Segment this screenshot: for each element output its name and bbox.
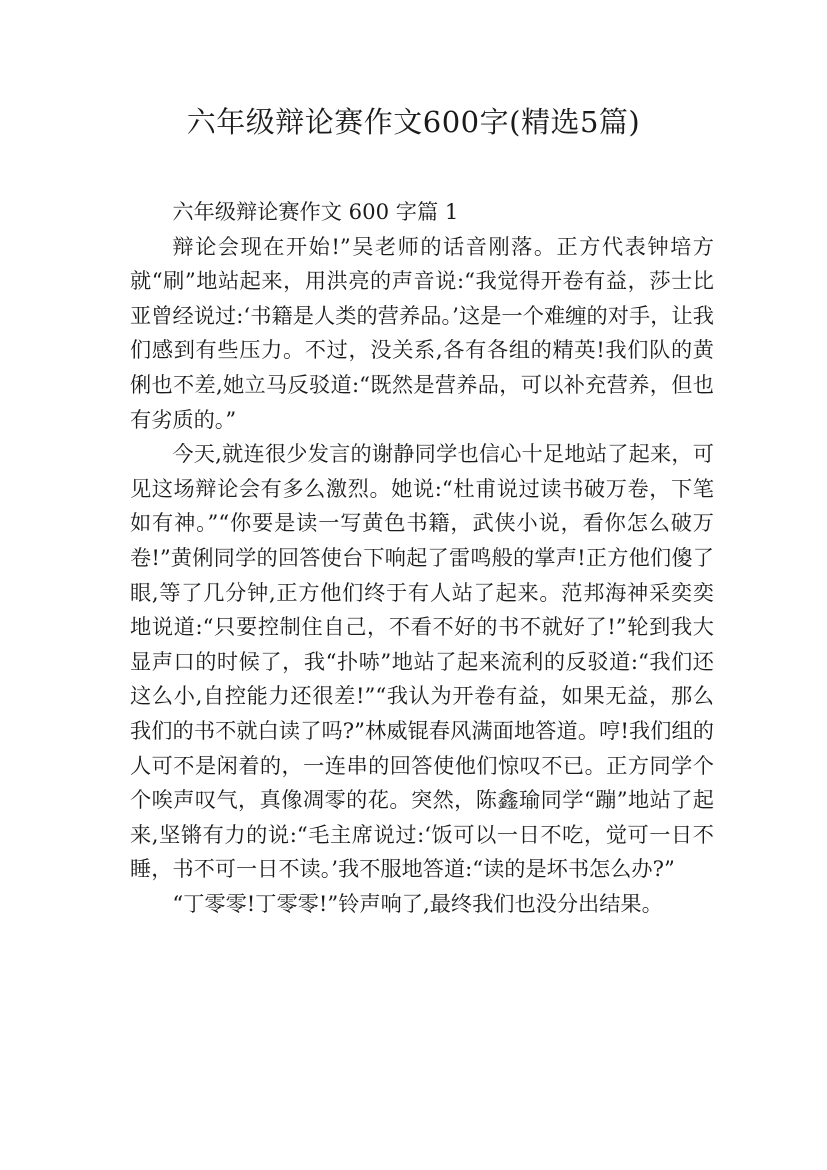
section-heading: 六年级辩论赛作文 600 字篇 1	[172, 199, 459, 224]
paragraph-3: “丁零零!丁零零!”铃声响了,最终我们也没分出结果。	[172, 890, 663, 916]
document-body	[130, 195, 714, 921]
paragraph-2: 今天,就连很少发言的谢静同学也信心十足地站了起来，可见这场辩论会有多么激烈。她说:“杜甫说过读书破万卷，下笔如有神。”“你要是读一写黄色书籍，武侠小说，看你怎么破万卷!”黄俐同学的回答使台下响起了雷鸣般的掌声!正方他们傻了眼,等了几分钟,正方他们终于有人站了起来。范邦海神采奕奕地说道:“只要控制住自己，不看不好的书不就好了!”轮到我大显声口的时候了，我“扑哧”地站了起来流利的反驳道:“我们还这么小,自控能力还很差!”“我认为开卷有益，如果无益，那么我们的书不就白读了吗?”林威锟春风满面地答道。哼!我们组的人可不是闲着的，一连串的回答使他们惊叹不已。正方同学个个唉声叹气，真像凋零的花。突然，陈鑫瑜同学“蹦”地站了起来,坚锵有力的说:“毛主席说过:‘饭可以一日不吃，觉可一日不睡，书不可一日不读。’我不服地答道:“读的是坏书怎么办?”	[130, 441, 714, 882]
paragraph-1: 辩论会现在开始!”吴老师的话音刚落。正方代表钟培方就“刷”地站起来，用洪亮的声音说:“我觉得开卷有益，莎士比亚曾经说过:‘书籍是人类的营养品。’这是一个难缠的对手，让我们感到有些压力。不过，没关系,各有各组的精英!我们队的黄俐也不差,她立马反驳道:“既然是营养品，可以补充营养，但也有劣质的。”	[130, 233, 714, 432]
document-title: 六年级辩论赛作文600字(精选5篇)	[186, 105, 641, 139]
